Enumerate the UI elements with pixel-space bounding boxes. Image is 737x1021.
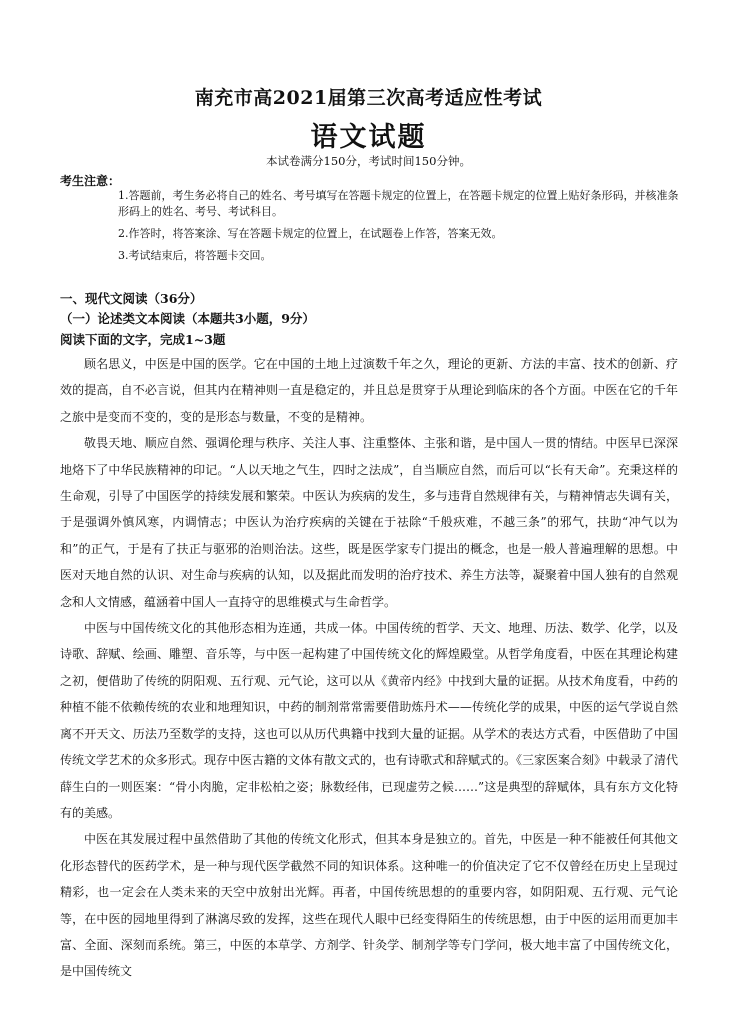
notice-item: 3.考试结束后，将答题卡交回。 — [118, 249, 272, 262]
exam-title: 南充市高2021届第三次高考适应性考试 — [194, 87, 543, 109]
passage-body — [60, 351, 678, 985]
passage-paragraph: 中医在其发展过程中虽然借助了其他的传统文化形式，但其本身是独立的。首先，中医是一种不能被任何其他文化形态替代的医药学术，是一种与现代医学截然不同的知识体系。这种唯一的价值决定了它不仅曾经在历史上呈现过精彩，也一定会在人类未来的天空中放射出光辉。再者，中国传统思想的的重要内容，如阴阳观、五行观、元气论等，在中医的园地里得到了淋漓尽致的发挥，这些在现代人眼中已经变得陌生的传统思想，由于中医的运用而更加丰富、全面、深刻而系统。第三，中医的本草学、方剂学、针灸学、制剂学等专门学问，极大地丰富了中国传统文化，是中国传统文 — [60, 832, 678, 979]
section-heading: 一、现代文阅读（36分） — [60, 291, 203, 306]
section-subheading: （一）论述类文本阅读（本题共3小题，9分） — [60, 311, 315, 326]
exam-info-line: 本试卷满分150分，考试时间150分钟。 — [266, 154, 471, 168]
passage-paragraph: 顾名思义，中医是中国的医学。它在中国的土地上过演数千年之久，理论的更新、方法的丰富、技术的创新、疗效的提高，自不必言说，但其内在精神则一直是稳定的，并且总是贯穿于从理论到临床的各个方面。中医在它的千年之旅中是变而不变的，变的是形态与数量，不变的是精神。 — [60, 357, 678, 424]
passage-paragraph: 敬畏天地、顺应自然、强调伦理与秩序、关注人事、注重整体、主张和谐，是中国人一贯的情结。中医早已深深地烙下了中华民族精神的印记。“人以天地之气生，四时之法成”，自当顺应自然，而后可以“长有天命”。充秉这样的生命观，引导了中国医学的持续发展和繁荣。中医认为疾病的发生，多与违背自然规律有关，与精神情志失调有关，于是强调外慎风寒，内调情志；中医认为治疗疾病的关键在于祛除“千般疢难，不越三条”的邪气，扶助“冲气以为和”的正气，于是有了扶正与驱邪的治则治法。这些，既是医学家专门提出的概念，也是一般人普遍理解的思想。中医对天地自然的认识、对生命与疾病的认知，以及据此而发明的治疗技术、养生方法等，凝聚着中国人独有的自然观念和人文情感，蕴涵着中国人一直持守的思维模式与生命哲学。 — [60, 436, 678, 609]
notice-item: 1.答题前，考生务必将自己的姓名、考号填写在答题卡规定的位置上，在答题卡规定的位置上贴好条形码，并核准条形码上的姓名、考号、考试科目。 — [118, 189, 679, 218]
notice-heading: 考生注意： — [60, 174, 121, 188]
notice-list — [118, 188, 683, 270]
reading-instruction: 阅读下面的文字，完成1~3题 — [60, 332, 226, 347]
notice-item: 2.作答时，将答案涂、写在答题卡规定的位置上，在试题卷上作答，答案无效。 — [118, 227, 503, 240]
passage-paragraph: 中医与中国传统文化的其他形态相为连通，共成一体。中国传统的哲学、天文、地理、历法、数学、化学，以及诗歌、辞赋、绘画、雕塑、音乐等，与中医一起构建了中国传统文化的辉煌殿堂。从哲学角度看，中医在其理论构建之初，便借助了传统的阴阳观、五行观、元气论，这可以从《黄帝内经》中找到大量的证据。从技术角度看，中药的种植不能不依赖传统的农业和地理知识，中药的制剂常常需要借助炼丹术——传统化学的成果，中医的运气学说自然离不开天文、历法乃至数学的支持，这也可以从历代典籍中找到大量的证据。从学术的表达方式看，中医借助了中国传统文学艺术的众多形式。现存中医古籍的文体有散文式的，也有诗歌式和辞赋式的。《三家医案合刻》中载录了清代薛生白的一则医案：“骨小肉脆，定非松柏之姿；脉数经伟，已现虚劳之候……”这是典型的辞赋体，具有东方文化特有的美感。 — [60, 621, 679, 820]
exam-subject-title: 语文试题 — [310, 122, 427, 153]
